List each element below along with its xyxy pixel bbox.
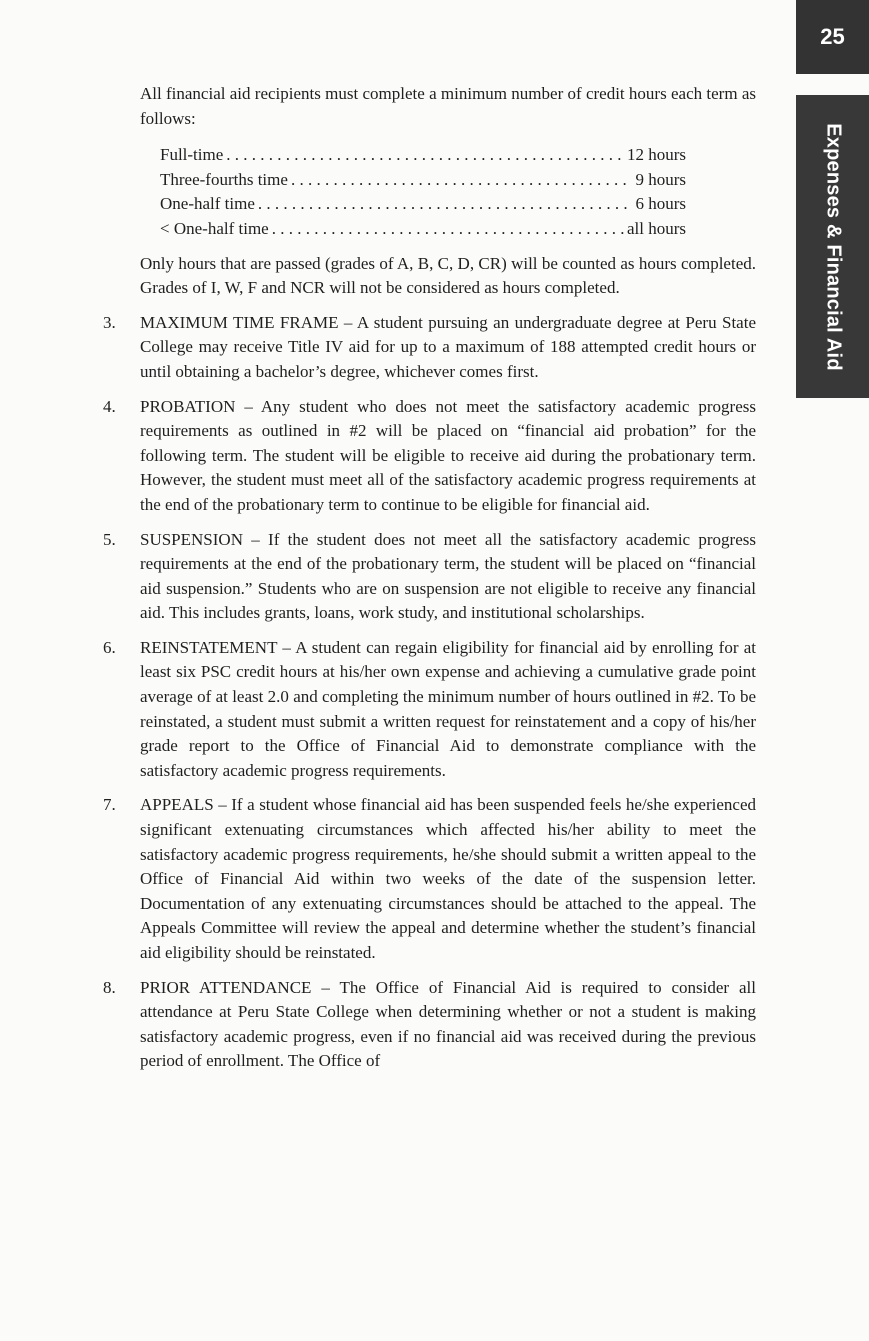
hours-value: all hours <box>626 218 686 238</box>
dot-leader <box>258 192 633 217</box>
list-item-maximum-time-frame <box>96 311 756 385</box>
credit-hours-table <box>160 143 686 241</box>
list-item-text: PROBATION – Any student who does not meet the satisfactory academic progress requirements as outlined in #2 will be placed on “financial aid probation” for the following term. The student will be eligible to receive aid during the probationary term. However, the student must meet all of the satisfactory academic progress requirements at the end of the probationary term to continue to be eligible for financial aid. <box>140 396 756 514</box>
hours-label: Full-time <box>160 145 224 165</box>
hours-label: < One-half time <box>160 218 269 238</box>
section-tab <box>796 95 869 398</box>
dot-leader <box>272 217 624 242</box>
section-title: Expenses & Financial Aid <box>822 122 844 371</box>
hours-value: 12 hours <box>626 145 686 165</box>
list-item-text: REINSTATEMENT – A student can regain eligibility for financial aid by enrolling for at least six PSC credit hours at his/her own expense and achieving a cumulative grade point average of at least 2.0 and completing the minimum number of hours outlined in #2. To be reinstated, a student must submit a written request for reinstatement and a copy of his/her grade report to the Office of Financial Aid to demonstrate compliance with the satisfactory academic progress requirements. <box>140 637 756 780</box>
list-item-prior-attendance <box>96 976 756 1074</box>
page-number: 25 <box>820 24 845 49</box>
list-item-text: MAXIMUM TIME FRAME – A student pursuing an undergraduate degree at Peru State College may receive Title IV aid for up to a maximum of 188 attempted credit hours or until obtaining a bachelor’s degree, whichever comes first. <box>140 312 756 381</box>
dot-leader <box>226 143 624 168</box>
dot-leader <box>291 168 633 193</box>
list-item-probation <box>96 395 756 518</box>
hours-label: Three-fourths time <box>160 169 288 189</box>
list-item-suspension <box>96 528 756 626</box>
page-number-tab <box>796 0 869 74</box>
list-number: 6. <box>103 637 116 657</box>
list-number: 8. <box>103 977 116 997</box>
list-item-text: APPEALS – If a student whose financial aid has been suspended feels he/she experienced significant extenuating circumstances which affected his/her ability to meet the satisfactory academic progress requirements, he/she should submit a written appeal to the Office of Financial Aid within two weeks of the date of the suspension letter. Documentation of any extenuating circumstances should be attached to the appeal. The Appeals Committee will review the appeal and determine whether the student’s financial aid eligibility should be reinstated. <box>140 795 756 962</box>
intro-paragraph: All financial aid recipients must complete a minimum number of credit hours each term as follows: <box>140 84 756 128</box>
hours-value: 9 hours <box>635 169 686 189</box>
list-item-appeals <box>96 793 756 965</box>
list-item-text: PRIOR ATTENDANCE – The Office of Financial Aid is required to consider all attendance at Peru State College when determining whether or not a student is making satisfactory academic progress, even if no financial aid was received during the previous period of enrollment. The Office of <box>140 977 756 1071</box>
page-content <box>96 82 756 1074</box>
hours-row-one-half <box>160 192 686 217</box>
list-number: 4. <box>103 396 116 416</box>
hours-row-three-fourths <box>160 168 686 193</box>
hours-value: 6 hours <box>635 194 686 214</box>
list-number: 3. <box>103 312 116 332</box>
list-number: 7. <box>103 795 116 815</box>
list-item-text: SUSPENSION – If the student does not meet all the satisfactory academic progress requirements at the end of the probationary term, the student will be placed on “financial aid suspension.” Students who are on suspension are not eligible to receive any financial aid. This includes grants, loans, work study, and institutional scholarships. <box>140 529 756 623</box>
list-number: 5. <box>103 529 116 549</box>
policy-list <box>96 311 756 1074</box>
hours-row-full-time <box>160 143 686 168</box>
hours-label: One-half time <box>160 194 255 214</box>
list-item-reinstatement <box>96 636 756 784</box>
passed-hours-paragraph: Only hours that are passed (grades of A, B, C, D, CR) will be counted as hours completed. Grades of I, W, F and NCR will not be considered as hours completed. <box>140 253 756 298</box>
hours-row-less-than-half <box>160 217 686 242</box>
